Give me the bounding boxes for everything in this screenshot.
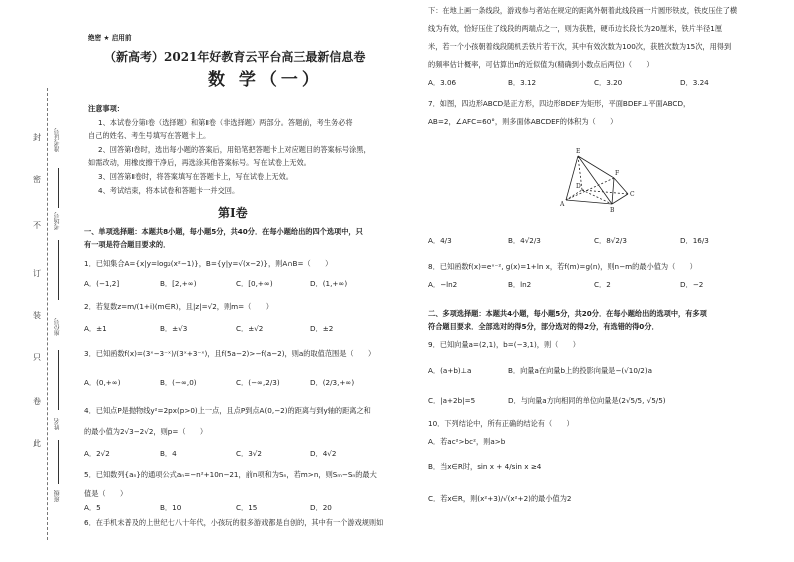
option-d: D．±2 — [310, 324, 334, 333]
question-stem-cont: 下：在地上画一条线段，游戏参与者站在规定的距离外朝着此线段画一片圆形铁皮，铁皮压住了横 — [428, 6, 738, 15]
option-a: A．−ln2 — [428, 280, 458, 289]
name-label: 姓名 — [54, 418, 61, 430]
margin-char: 装 — [33, 311, 41, 320]
question-stem: 3．已知函数f(x)=(3ˣ−3⁻ˣ)/(3ˣ+3⁻ˣ)，且f(5a−2)>−f(a−2)，则a的取值范围是（ ） — [84, 349, 376, 358]
fill-line — [58, 440, 59, 484]
question-stem: 1．已知集合A={x|y=log₂(x²−1)}，B={y|y=√(x−2)}，则A∩B=（ ） — [84, 259, 333, 268]
question-stem-cont: AB=2，∠AFC=60°，则多面体ABCDEF的体积为（ ） — [428, 117, 618, 126]
margin-char: 此 — [33, 439, 41, 448]
option-c: C．3√2 — [236, 449, 262, 458]
exam-room-label: 考场号 — [54, 212, 61, 230]
question-stem: 9．已知向量a=(2,1)，b=(−3,1)，则（ ） — [428, 340, 580, 349]
vertex-label: F — [615, 170, 620, 177]
question-stem-cont: 值是（ ） — [84, 489, 128, 498]
note-line: 1、本试卷分第Ⅰ卷（选择题）和第Ⅱ卷（非选择题）两部分。答题前，考生务必将 — [98, 118, 353, 127]
option-d: D．20 — [310, 503, 332, 512]
section-one-heading: 有一项是符合题目要求的． — [84, 240, 171, 249]
option-d: D．3.24 — [680, 78, 709, 87]
option-b: B．10 — [160, 503, 182, 512]
section-two-heading: 二、多项选择题：本题共4小题，每小题5分，共20分．在每小题给出的选项中，有多项 — [428, 309, 707, 318]
fill-line — [58, 350, 59, 410]
option-d: D．与向量a方向相同的单位向量是(2√5/5, √5/5) — [508, 396, 666, 405]
option-b: B．4 — [160, 449, 177, 458]
section-one-heading: 一、单项选择题：本题共8小题，每小题5分，共40分．在每小题给出的四个选项中，只 — [84, 227, 363, 236]
class-label: 班级 — [54, 490, 61, 502]
option-a: A．2√2 — [84, 449, 110, 458]
binding-margin — [0, 0, 70, 562]
subject-title: 数 学（一） — [208, 70, 323, 90]
option-a: A．若ac²>bc²，则a>b — [428, 437, 506, 446]
question-stem-cont: 的最小值为2√3−2√2，则p=（ ） — [84, 427, 208, 436]
fill-line — [58, 240, 59, 300]
margin-char: 封 — [33, 133, 41, 142]
option-a: A．3.06 — [428, 78, 457, 87]
vertex-label: E — [576, 148, 581, 155]
option-b: B．4√2/3 — [508, 236, 541, 245]
vertex-label: C — [630, 191, 635, 198]
question-stem: 4．已知点P是抛物线y²=2px(p>0)上一点，且点P到点A(0,−2)的距离与到y轴的距离之和 — [84, 406, 371, 415]
polyhedron-figure — [556, 144, 652, 226]
option-b: B．向量a在向量b上的投影向量是−(√10/2)a — [508, 366, 653, 375]
margin-char: 订 — [33, 269, 41, 278]
option-b: B．当x∈R时，sin x + 4/sin x ≥4 — [428, 462, 542, 471]
secret-mark: 绝密 ★ 启用前 — [88, 34, 132, 42]
note-line: 如需改动，用橡皮擦干净后，再选涂其他答案标号。写在试卷上无效。 — [88, 158, 311, 167]
margin-char: 不 — [33, 221, 41, 230]
margin-char: 密 — [33, 175, 41, 184]
option-b: B．(−∞,0) — [160, 378, 197, 387]
option-c: C．±√2 — [236, 324, 264, 333]
option-d: D．16/3 — [680, 236, 709, 245]
option-d: D．4√2 — [310, 449, 337, 458]
option-b: B．±√3 — [160, 324, 188, 333]
question-stem: 5．已知数列{aₙ}的通项公式aₙ=−n²+10n−21，前n项和为Sₙ，若m>n，则Sₘ−Sₙ的最大 — [84, 470, 377, 479]
option-c: C．15 — [236, 503, 258, 512]
option-b: B．[2,+∞) — [160, 279, 197, 288]
cut-line — [47, 88, 48, 540]
question-stem: 7．如图，四边形ABCD是正方形，四边形BDEF为矩形，平面BDEF⊥平面ABCD， — [428, 99, 691, 108]
option-c: C．3.20 — [594, 78, 623, 87]
note-line: 4、考试结束，将本试卷和答题卡一并交回。 — [98, 186, 240, 195]
note-line: 自己的姓名、考生号填写在答题卡上。 — [88, 131, 211, 140]
vertex-label: A — [560, 201, 565, 208]
option-b: B．3.12 — [508, 78, 537, 87]
notes-heading: 注意事项： — [88, 104, 124, 113]
question-stem: 2．若复数z=m/(1+i)(m∈R)，且|z|=√2，则m=（ ） — [84, 302, 273, 311]
fill-line — [58, 168, 59, 208]
option-c: C．2 — [594, 280, 611, 289]
vertex-label: B — [610, 207, 615, 214]
option-a: A．5 — [84, 503, 101, 512]
option-a: A．4/3 — [428, 236, 452, 245]
margin-char: 卷 — [33, 397, 41, 406]
option-c: C．(−∞,2/3) — [236, 378, 280, 387]
question-stem-cont: 线为有效，恰好压住了线段的两端点之一，则为获胜，硬币边长段长为20厘米，铁片半径1厘 — [428, 24, 723, 33]
option-d: D．−2 — [680, 280, 704, 289]
option-b: B．ln2 — [508, 280, 532, 289]
option-c: C．8√2/3 — [594, 236, 627, 245]
option-d: D．(2/3,+∞) — [310, 378, 355, 387]
note-line: 3、回答第Ⅱ卷时，将答案填写在答题卡上，写在试卷上无效。 — [98, 172, 293, 181]
margin-char: 只 — [33, 353, 41, 362]
note-line: 2、回答第Ⅰ卷时，选出每小题的答案后，用铅笔把答题卡上对应题目的答案标号涂黑， — [98, 145, 371, 154]
option-a: A．(a+b)⊥a — [428, 366, 472, 375]
section-two-heading: 符合题目要求．全部选对的得5分，部分选对的得2分，有选错的得0分． — [428, 322, 659, 331]
seat-number-label: 座位号 — [54, 318, 61, 336]
option-d: D．(1,+∞) — [310, 279, 348, 288]
exam-title: （新高考）2021年好教育云平台高三最新信息卷 — [104, 50, 366, 64]
option-c: C．|a+2b|=5 — [428, 396, 476, 405]
option-a: A．(−1,2] — [84, 279, 120, 288]
option-a: A．(0,+∞) — [84, 378, 121, 387]
question-stem-cont: 米，若一个小孩朝着线段随机丢铁片若干次，其中有效次数为100次，获胜次数为15次，用得到 — [428, 42, 732, 51]
question-stem: 10．下列结论中，所有正确的结论有（ ） — [428, 419, 574, 428]
option-a: A．±1 — [84, 324, 107, 333]
vertex-label: D — [576, 183, 581, 190]
option-c: C．若x∈R，则(x²+3)/√(x²+2)的最小值为2 — [428, 494, 572, 503]
question-stem: 8．已知函数f(x)=eˣ⁻², g(x)=1+ln x，若f(m)=g(n)，则n−m的最小值为（ ） — [428, 262, 697, 271]
option-c: C．[0,+∞) — [236, 279, 273, 288]
part-one-title: 第Ⅰ卷 — [218, 206, 248, 220]
exam-number-label: 准考证号 — [54, 128, 61, 152]
question-stem: 6．在手机未普及的上世纪七八十年代，小孩玩的很多游戏都是自创的，其中有一个游戏规则如 — [84, 518, 384, 527]
question-stem-cont: 的频率估计概率，可估算出π的近似值为(精确到小数点后两位)（ ） — [428, 60, 654, 69]
